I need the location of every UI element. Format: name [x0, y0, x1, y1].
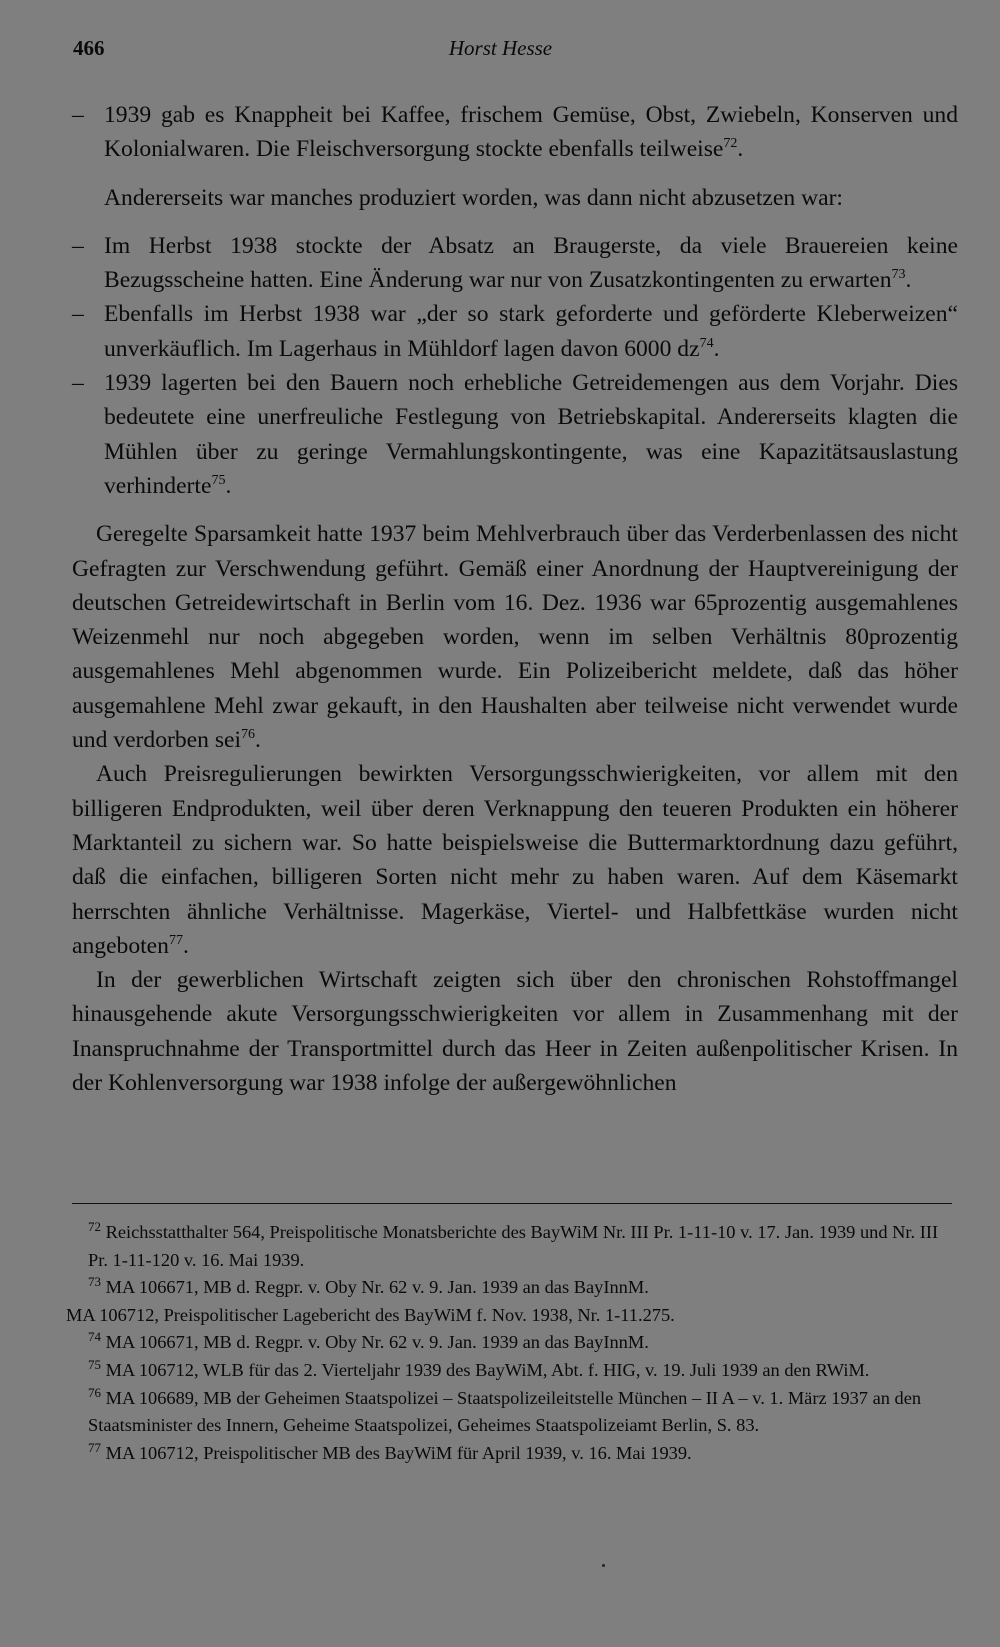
footnote-number: 73 — [88, 1274, 101, 1290]
paragraph: In der gewerblichen Wirtschaft zeigten sich über den chronischen Rohstoffmangel hinausgehende akute Versorgungsschwierigkeiten vor allem in Zusammenhang mit der Inanspruchnahme der Transportmittel durch das Heer in Zeiten außenpolitischer Krisen. In der Kohlenversorgung war 1938 infolge der außergewöhnlichen — [72, 967, 958, 1097]
list-item-text: 1939 gab es Knappheit bei Kaffee, frischem Gemüse, Obst, Zwiebeln, Konserven und Kolonialwaren. Die Fleischversorgung stockte ebenfalls teilweise — [104, 102, 958, 163]
body-text — [72, 98, 958, 1100]
list-item: – 1939 lagerten bei den Bauern noch erhebliche Getreidemengen aus dem Vorjahr. Dies bedeutete eine unerfreuliche Festlegung von Betriebskapital. Andererseits klagten die Mühlen über zu geringe Vermahlungskontingente, was eine Kapazitätsauslastung verhinderte$^{75}$. — [72, 366, 958, 503]
footnote-ref: 72 — [723, 136, 738, 152]
list-item-text: 1939 lagerten bei den Bauern noch erhebliche Getreidemengen aus dem Vorjahr. Dies bedeutete eine unerfreuliche Festlegung von Betriebskapital. Andererseits klagten die Mühlen über zu geringe Vermahlungskontingente, was eine Kapazitätsauslastung verhinderte — [104, 370, 958, 499]
footnote-ref: 76 — [241, 727, 256, 743]
footnote: $^{72}$ Reichsstatthalter 564, Preispolitische Monatsberichte des BayWiM Nr. III Pr. 1-11-10 v. 17. Jan. 1939 und Nr. III Pr. 1-11-120 v. 16. Mai 1939. — [88, 1219, 939, 1270]
running-head: Horst Hesse — [448, 36, 553, 60]
dash-marker: – — [72, 370, 84, 397]
footnote: MA 106712, Preispolitischer Lagebericht des BayWiM f. Nov. 1938, Nr. 1-11.275. — [66, 1304, 675, 1325]
footnote-ref: 74 — [699, 335, 714, 351]
footnote-number: 74 — [88, 1329, 101, 1345]
footnote-number: 72 — [88, 1219, 101, 1234]
footnote-ref: 73 — [891, 267, 906, 283]
footnote: $^{75}$ MA 106712, WLB für das 2. Vierteljahr 1939 des BayWiM, Abt. f. HIG, v. 19. Juli 1939 an den RWiM. — [88, 1356, 870, 1380]
footnote: $^{73}$ MA 106671, MB d. Regpr. v. Oby Nr. 62 v. 9. Jan. 1939 an das BayInnM. — [88, 1274, 649, 1298]
scan-speck — [602, 1564, 605, 1567]
paragraph: Andererseits war manches produziert worden, was dann nicht abzusetzen war: — [104, 184, 843, 211]
list-item: – Im Herbst 1938 stockte der Absatz an Braugerste, da viele Brauereien keine Bezugsscheine hatten. Eine Änderung war nur von Zusatzkontingenten zu erwarten$^{73}$. — [72, 229, 958, 298]
dash-marker: – — [72, 102, 84, 128]
page-number: 466 — [73, 36, 105, 60]
footnote: $^{76}$ MA 106689, MB der Geheimen Staatspolizei – Staatspolizeileitstelle München – II A – v. 1. März 1937 an den Staatsminister des Innern, Geheime Staatspolizei, Geheimes Staatspolizeiamt Berlin, S. 83. — [88, 1384, 922, 1436]
footnote: $^{74}$ MA 106671, MB d. Regpr. v. Oby Nr. 62 v. 9. Jan. 1939 an das BayInnM. — [88, 1329, 649, 1353]
footnote-number: 75 — [88, 1356, 101, 1372]
list-item-text: Im Herbst 1938 stockte der Absatz an Braugerste, da viele Brauereien keine Bezugsscheine hatten. Eine Änderung war nur von Zusatzkontingenten zu erwarten — [104, 232, 958, 294]
list-item: – Ebenfalls im Herbst 1938 war „der so stark geforderte und geförderte Kleberweizen“ unverkäuflich. Im Lagerhaus in Mühldorf lagen davon 6000 $dz^{74}$. — [72, 297, 958, 366]
footnote-ref: 77 — [168, 932, 183, 948]
footnote-number: 76 — [88, 1384, 101, 1400]
paragraph: Geregelte Sparsamkeit hatte 1937 beim Mehlverbrauch über das Verderbenlassen des nicht Gefragten zur Verschwendung geführt. Gemäß einer Anordnung der Hauptvereinigung der deutschen Getreidewirtschaft in Berlin vom 16. Dez. 1936 war 65prozentig ausgemahlenes Weizenmehl nur noch abgegeben worden, wenn im selben Verhältnis 80prozentig ausgemahlenes Mehl abgenommen wurde. Ein Polizeibericht meldete, daß das höher ausgemahlene Mehl zwar gekauft, in den Haushalten aber teilweise nicht verwendet wurde und verdorben sei$^{76}$. — [72, 521, 958, 754]
page-header — [73, 32, 928, 66]
dash-marker: – — [72, 301, 84, 328]
footnote-ref: 75 — [211, 472, 226, 488]
footnote-divider — [72, 1203, 952, 1204]
list-item: – 1939 gab es Knappheit bei Kaffee, frischem Gemüse, Obst, Zwiebeln, Konserven und Kolonialwaren. Die Fleischversorgung stockte ebenfalls teilweise$^{72}$. — [72, 98, 958, 167]
list-item-text: Ebenfalls im Herbst 1938 war „der so stark geforderte und geförderte Kleberweizen“ unverkäuflich. Im Lagerhaus in Mühldorf lagen davon 6000 dz — [104, 301, 958, 362]
footnote-number: 77 — [88, 1439, 101, 1455]
footnotes — [66, 1219, 952, 1467]
footnote: $^{77}$ MA 106712, Preispolitischer MB des BayWiM für April 1939, v. 16. Mai 1939. — [88, 1439, 692, 1463]
dash-marker: – — [72, 232, 84, 259]
paragraph: Auch Preisregulierungen bewirkten Versorgungsschwierigkeiten, vor allem mit den billigeren Endprodukten, weil über deren Verknappung den teueren Produkten ein höherer Marktanteil zu sichern war. So hatte beispielsweise die Buttermarktordnung dazu geführt, daß die einfachen, billigeren Sorten nicht mehr zu haben waren. Auf dem Käsemarkt herrschten ähnliche Verhältnisse. Magerkäse, Viertel- und Halbfettkäse wurden nicht angeboten$^{77}$. — [72, 761, 958, 959]
